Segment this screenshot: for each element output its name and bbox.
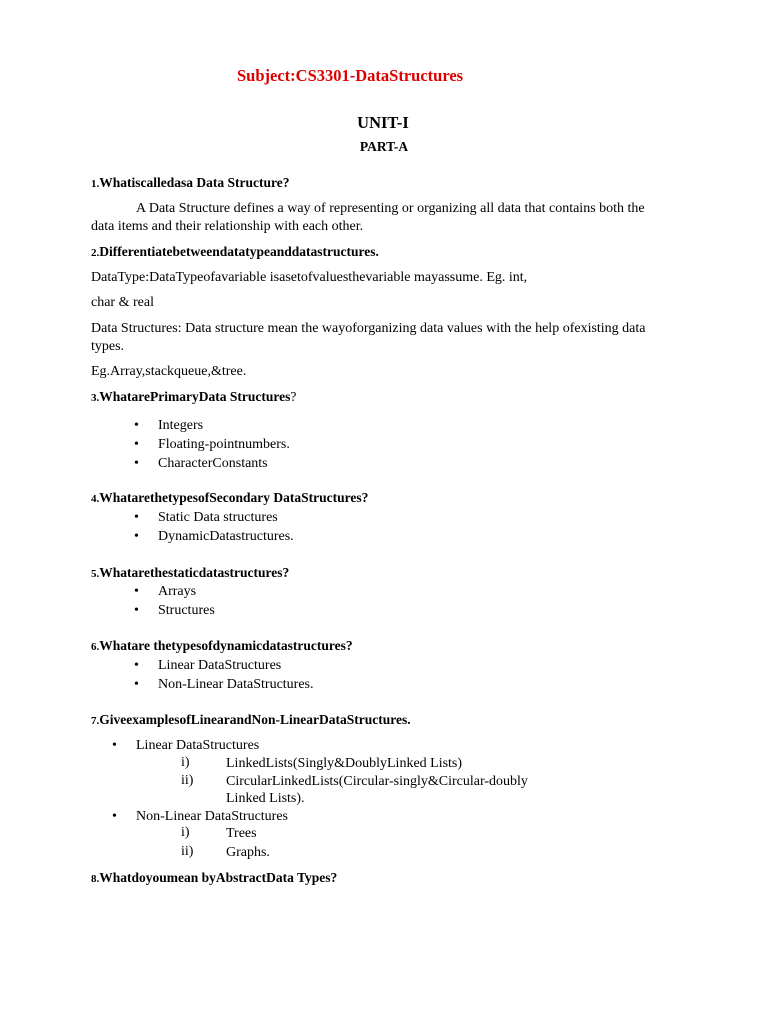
list-item-text: Integers	[158, 418, 204, 433]
list-item	[134, 435, 290, 454]
bullet-icon: •	[134, 677, 139, 692]
question-number: 3.	[91, 392, 100, 404]
question-text: GiveexamplesofLinearandNon-LinearDataStructures.	[99, 712, 411, 727]
answer-4-list	[134, 508, 294, 546]
answer-5-list	[134, 582, 215, 620]
unit-heading-text: UNIT-I	[357, 113, 409, 132]
roman-numeral: ii)	[181, 844, 194, 859]
unit-heading	[0, 113, 768, 133]
list-item	[134, 582, 215, 601]
answer-3-list	[134, 416, 290, 473]
question-tail: ?	[290, 389, 297, 404]
bullet-icon: •	[134, 529, 139, 544]
list-item	[112, 807, 288, 826]
question-4	[91, 490, 368, 506]
roman-numeral: ii)	[181, 773, 194, 788]
answer-7-linear	[112, 736, 260, 755]
list-item	[134, 601, 215, 620]
part-heading-text: PART-A	[359, 139, 409, 154]
answer-2-datastructure: Data Structures: Data structure mean the wayoforganizing data values with the help ofexisting data types.	[91, 321, 646, 354]
question-number: 7.	[91, 715, 100, 727]
sub-item-text: CircularLinkedLists(Circular-singly&Circular-doubly	[226, 774, 528, 789]
question-number: 6.	[91, 641, 100, 653]
sub-item-text: Trees	[226, 826, 257, 841]
question-number: 8.	[91, 873, 100, 885]
question-5	[91, 565, 289, 581]
bullet-icon: •	[134, 510, 139, 525]
answer-2-datatype-cont: char & real	[91, 295, 154, 310]
question-text: Differentiatebetweendatatypeanddatastructures.	[99, 244, 379, 259]
part-heading	[0, 139, 768, 155]
list-item-text: Non-Linear DataStructures.	[158, 677, 314, 692]
bullet-icon: •	[134, 603, 139, 618]
answer-6-list	[134, 656, 314, 694]
question-text: WhatarethetypesofSecondary DataStructures?	[99, 490, 369, 505]
sub-item-text: LinkedLists(Singly&DoublyLinked Lists)	[226, 756, 463, 771]
list-item	[134, 508, 294, 527]
list-item	[112, 736, 260, 755]
list-item-text: CharacterConstants	[158, 456, 268, 471]
list-item-text: Linear DataStructures	[158, 658, 282, 673]
sub-item-text-cont: Linked Lists).	[226, 791, 305, 806]
list-item-text: Floating-pointnumbers.	[158, 437, 290, 452]
answer-2-datatype: DataType:DataTypeofavariable isasetofvaluesthevariable mayassume. Eg. int,	[91, 270, 528, 285]
answer-2-example: Eg.Array,stackqueue,&tree.	[91, 364, 247, 379]
list-item	[134, 675, 314, 694]
question-text: Whatarethestaticdatastructures?	[99, 565, 290, 580]
sub-item-text: Graphs.	[226, 845, 270, 860]
list-item-text: Non-Linear DataStructures	[136, 809, 288, 824]
question-1	[91, 175, 290, 191]
list-item	[134, 416, 290, 435]
bullet-icon: •	[134, 584, 139, 599]
question-number: 2.	[91, 247, 100, 259]
list-item	[134, 454, 290, 473]
question-text: Whatdoyoumean byAbstractData Types?	[99, 870, 338, 885]
answer-1: A Data Structure defines a way of representing or organizing all data that contains both the data items and their relationship with each other.	[91, 201, 645, 234]
question-text: WhatarePrimaryData Structures	[99, 389, 291, 404]
answer-7-nonlinear	[112, 807, 288, 826]
roman-numeral: i)	[181, 755, 190, 770]
list-item-text: DynamicDatastructures.	[158, 529, 294, 544]
list-item-text: Structures	[158, 603, 215, 618]
question-number: 4.	[91, 493, 100, 505]
bullet-icon: •	[134, 658, 139, 673]
list-item	[134, 527, 294, 546]
question-2	[91, 244, 379, 260]
question-text: Whatiscalledasa Data Structure?	[99, 175, 290, 190]
question-8	[91, 870, 337, 886]
question-3	[91, 389, 296, 405]
question-number: 5.	[91, 568, 100, 580]
bullet-icon: •	[134, 418, 139, 433]
list-item-text: Arrays	[158, 584, 197, 599]
bullet-icon: •	[134, 437, 139, 452]
bullet-icon: •	[112, 809, 117, 824]
question-text: Whatare thetypesofdynamicdatastructures?	[99, 638, 353, 653]
question-7	[91, 712, 411, 728]
bullet-icon: •	[134, 456, 139, 471]
roman-numeral: i)	[181, 825, 190, 840]
list-item	[134, 656, 314, 675]
bullet-icon: •	[112, 738, 117, 753]
question-number: 1.	[91, 178, 100, 190]
subject-title: Subject:CS3301-DataStructures	[237, 66, 464, 85]
list-item-text: Static Data structures	[158, 510, 278, 525]
question-6	[91, 638, 353, 654]
list-item-text: Linear DataStructures	[136, 738, 260, 753]
